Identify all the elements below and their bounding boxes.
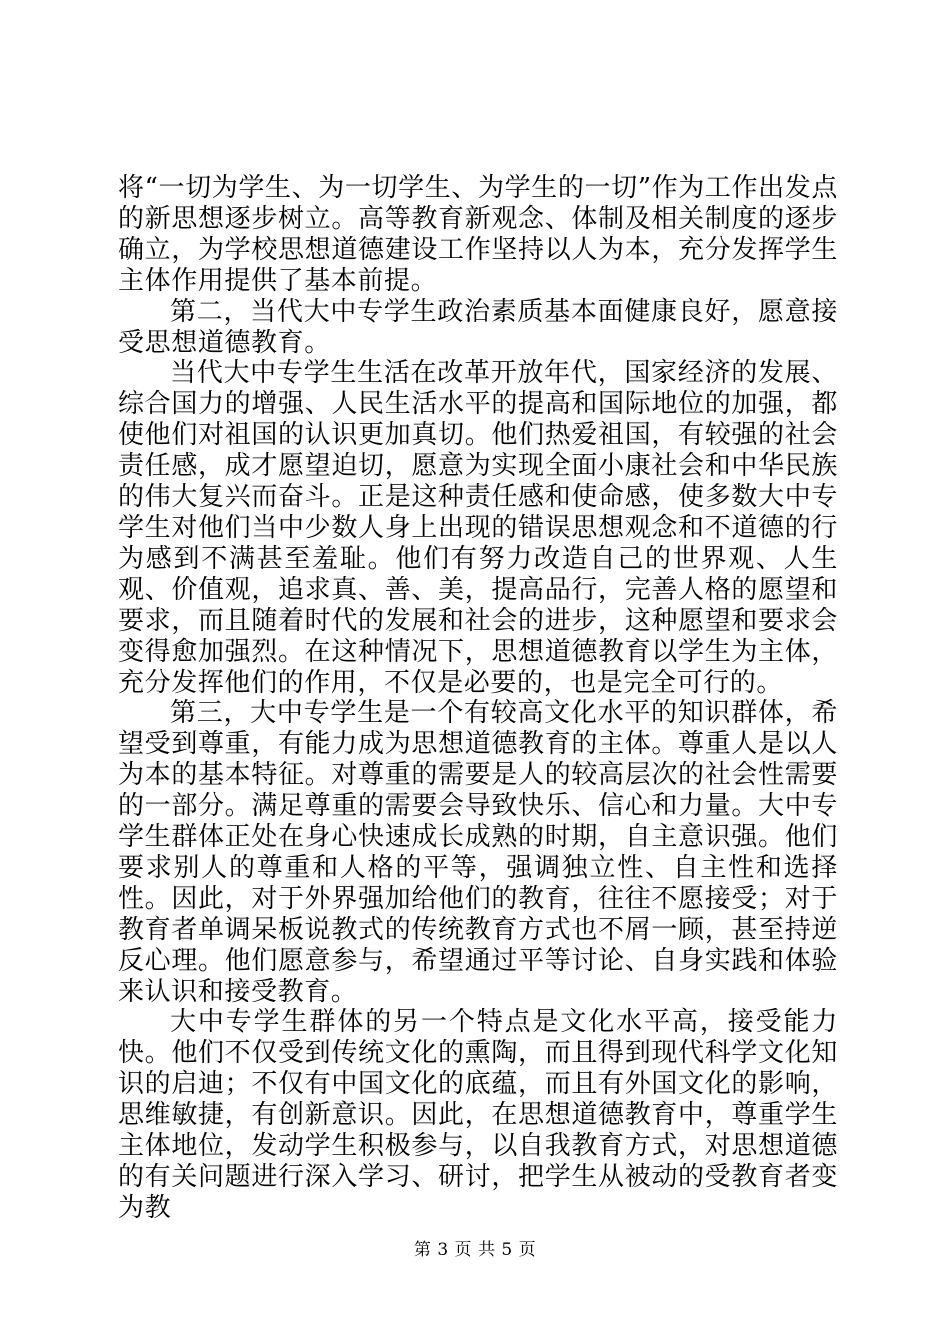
document-body xyxy=(118,173,838,1224)
paragraph-3: 当代大中专学生生活在改革开放年代，国家经济的发展、综合国力的增强、人民生活水平的提高和国际地位的加强，都使他们对祖国的认识更加真切。他们热爱祖国，有较强的社会责任感，成才愿望迫切，愿意为实现全面小康社会和中华民族的伟大复兴而奋斗。正是这种责任感和使命感，使多数大中专学生对他们当中少数人身上出现的错误思想观念和不道德的行为感到不满甚至羞耻。他们有努力改造自己的世界观、人生观、价值观，追求真、善、美，提高品行，完善人格的愿望和要求，而且随着时代的发展和社会的进步，这种愿望和要求会变得愈加强烈。在这种情况下，思想道德教育以学生为主体，充分发挥他们的作用，不仅是必要的，也是完全可行的。 xyxy=(118,358,838,698)
paragraph-4: 第三，大中专学生是一个有较高文化水平的知识群体，希望受到尊重，有能力成为思想道德教育的主体。尊重人是以人为本的基本特征。对尊重的需要是人的较高层次的社会性需要的一部分。满足尊重的需要会导致快乐、信心和力量。大中专学生群体正处在身心快速成长成熟的时期，自主意识强。他们要求别人的尊重和人格的平等，强调独立性、自主性和选择性。因此，对于外界强加给他们的教育，往往不愿接受；对于教育者单调呆板说教式的传统教育方式也不屑一顾，甚至持逆反心理。他们愿意参与，希望通过平等讨论、自身实践和体验来认识和接受教育。 xyxy=(118,698,838,1007)
page-number-footer: 第 3 页 共 5 页 xyxy=(413,1240,537,1260)
paragraph-1: 将“一切为学生、为一切学生、为学生的一切”作为工作出发点的新思想逐步树立。高等教育新观念、体制及相关制度的逐步确立，为学校思想道德建设工作坚持以人为本，充分发挥学生主体作用提供了基本前提。 xyxy=(118,173,838,296)
paragraph-5: 大中专学生群体的另一个特点是文化水平高，接受能力快。他们不仅受到传统文化的熏陶，而且得到现代科学文化知识的启迪；不仅有中国文化的底蕴，而且有外国文化的影响，思维敏捷，有创新意识。因此，在思想道德教育中，尊重学生主体地位，发动学生积极参与，以自我教育方式，对思想道德的有关问题进行深入学习、研讨，把学生从被动的受教育者变为教 xyxy=(118,1007,838,1223)
paragraph-2: 第二，当代大中专学生政治素质基本面健康良好，愿意接受思想道德教育。 xyxy=(118,296,838,358)
